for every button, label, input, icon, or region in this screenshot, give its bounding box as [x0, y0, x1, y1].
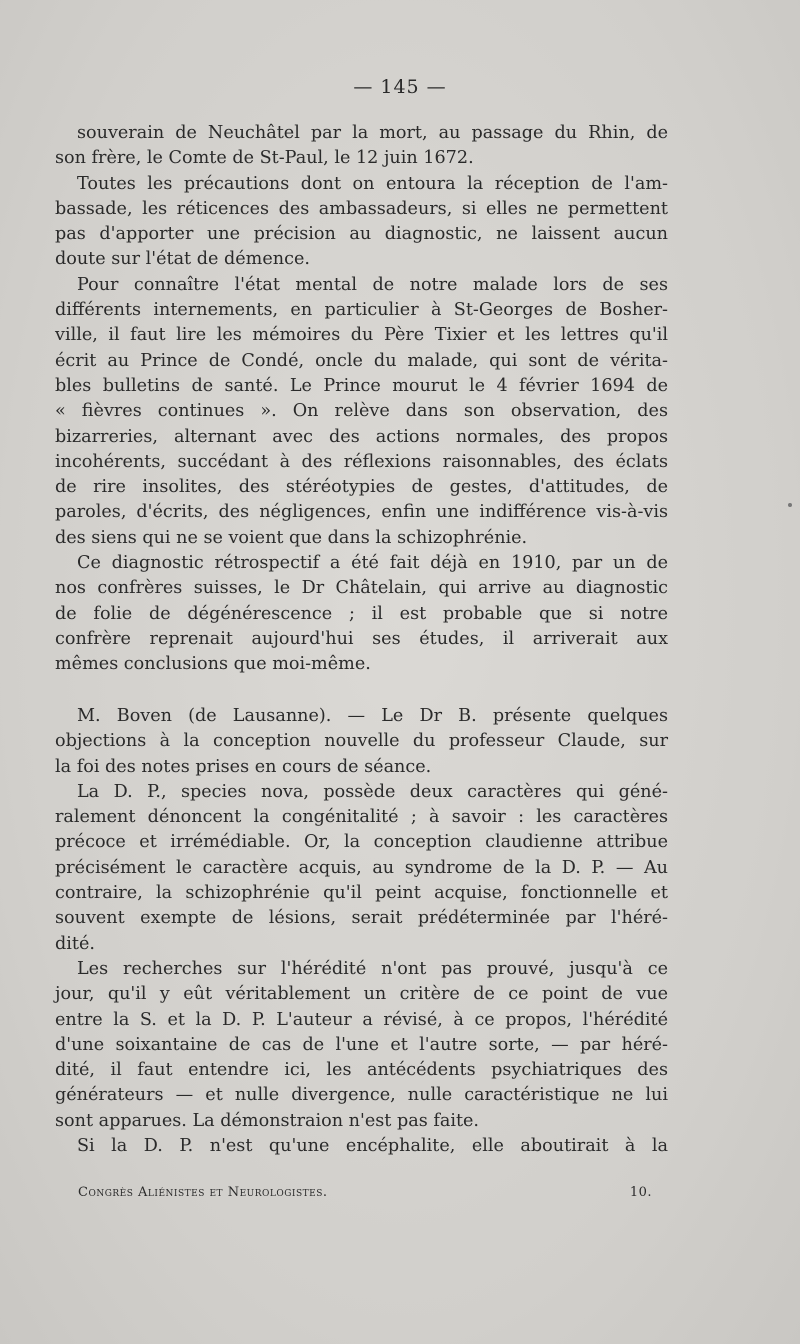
paragraph — [55, 121, 668, 172]
paragraph — [55, 1134, 668, 1159]
text-line: jour, qu'il y eût véritablement un critère de ce point de vue — [55, 984, 668, 1005]
text-line: sont apparues. La démonstraion n'est pas faite. — [55, 1110, 480, 1131]
text-line: précisément le caractère acquis, au syndrome de la D. P. — Au — [55, 857, 668, 878]
page-number: — 145 — — [353, 76, 447, 98]
text-line: bles bulletins de santé. Le Prince mourut le 4 février 1694 de — [55, 375, 668, 396]
text-line: écrit au Prince de Condé, oncle du malade, qui sont de vérita- — [55, 350, 668, 371]
text-line: des siens qui ne se voient que dans la schizophrénie. — [55, 527, 528, 548]
text-line: confrère reprenait aujourd'hui ses études, il arriverait aux — [55, 628, 668, 649]
text-line: différents internements, en particulier à St-Georges de Bosher- — [55, 300, 668, 321]
paragraph — [55, 704, 668, 780]
text-line: d'une soixantaine de cas de l'une et l'autre sorte, — par héré- — [55, 1034, 668, 1055]
text-line: dité. — [55, 933, 95, 954]
text-line: bizarreries, alternant avec des actions normales, des propos — [55, 426, 668, 447]
text-block-one — [55, 121, 668, 678]
text-block-two — [55, 704, 668, 1159]
text-line: mêmes conclusions que moi-même. — [55, 654, 371, 675]
text-line: doute sur l'état de démence. — [55, 249, 310, 270]
text-line: ville, il faut lire les mémoires du Père Tixier et les lettres qu'il — [55, 325, 668, 346]
text-line: souvent exempte de lésions, serait prédéterminée par l'héré- — [55, 908, 668, 929]
text-line: incohérents, succédant à des réflexions raisonnables, des éclats — [55, 451, 668, 472]
text-line: « fièvres continues ». On relève dans son observation, des — [55, 401, 668, 422]
text-line: ralement dénoncent la congénitalité ; à savoir : les caractères — [55, 807, 668, 828]
text-line: contraire, la schizophrénie qu'il peint acquise, fonctionnelle et — [55, 883, 668, 904]
text-line: nos confrères suisses, le Dr Châtelain, qui arrive au diagnostic — [55, 578, 668, 599]
paper-spot — [788, 503, 792, 507]
text-line: Les recherches sur l'hérédité n'ont pas prouvé, jusqu'à ce — [77, 958, 668, 979]
text-line: La D. P., species nova, possède deux caractères qui géné- — [77, 781, 668, 802]
text-line: Ce diagnostic rétrospectif a été fait déjà en 1910, par un de — [77, 553, 668, 574]
text-line: pas d'apporter une précision au diagnostic, ne laissent aucun — [55, 224, 668, 245]
text-line: de folie de dégénérescence ; il est probable que si notre — [55, 603, 668, 624]
text-line: son frère, le Comte de St-Paul, le 12 juin 1672. — [55, 148, 474, 169]
text-line: de rire insolites, des stéréotypies de gestes, d'attitudes, de — [55, 477, 668, 498]
text-line: souverain de Neuchâtel par la mort, au passage du Rhin, de — [77, 123, 668, 143]
text-line: Si la D. P. n'est qu'une encéphalite, elle aboutirait à la — [77, 1136, 668, 1157]
text-line: paroles, d'écrits, des négligences, enfin une indifférence vis-à-vis — [55, 502, 668, 523]
paragraph — [55, 780, 668, 957]
text-line: M. Boven (de Lausanne). — Le Dr B. présente quelques — [77, 706, 668, 726]
signature-mark: 10. — [629, 1185, 652, 1200]
journal-title: Congrès Aliénistes et Neurologistes. — [78, 1185, 328, 1200]
text-line: précoce et irrémédiable. Or, la conception claudienne attribue — [55, 832, 668, 853]
text-line: dité, il faut entendre ici, les antécédents psychiatriques des — [55, 1060, 668, 1081]
text-line: Pour connaître l'état mental de notre malade lors de ses — [77, 274, 668, 295]
paragraph — [55, 172, 668, 273]
text-line: la foi des notes prises en cours de séance. — [55, 756, 432, 777]
text-line: bassade, les réticences des ambassadeurs, si elles ne permettent — [55, 198, 668, 219]
text-line: objections à la conception nouvelle du professeur Claude, sur — [55, 731, 668, 752]
text-line: générateurs — et nulle divergence, nulle caractéristique ne lui — [55, 1085, 668, 1106]
text-line: entre la S. et la D. P. L'auteur a révisé, à ce propos, l'hérédité — [55, 1009, 668, 1030]
text-line: Toutes les précautions dont on entoura la réception de l'am- — [77, 173, 668, 194]
paragraph — [55, 273, 668, 551]
paragraph — [55, 551, 668, 677]
paragraph — [55, 957, 668, 1134]
